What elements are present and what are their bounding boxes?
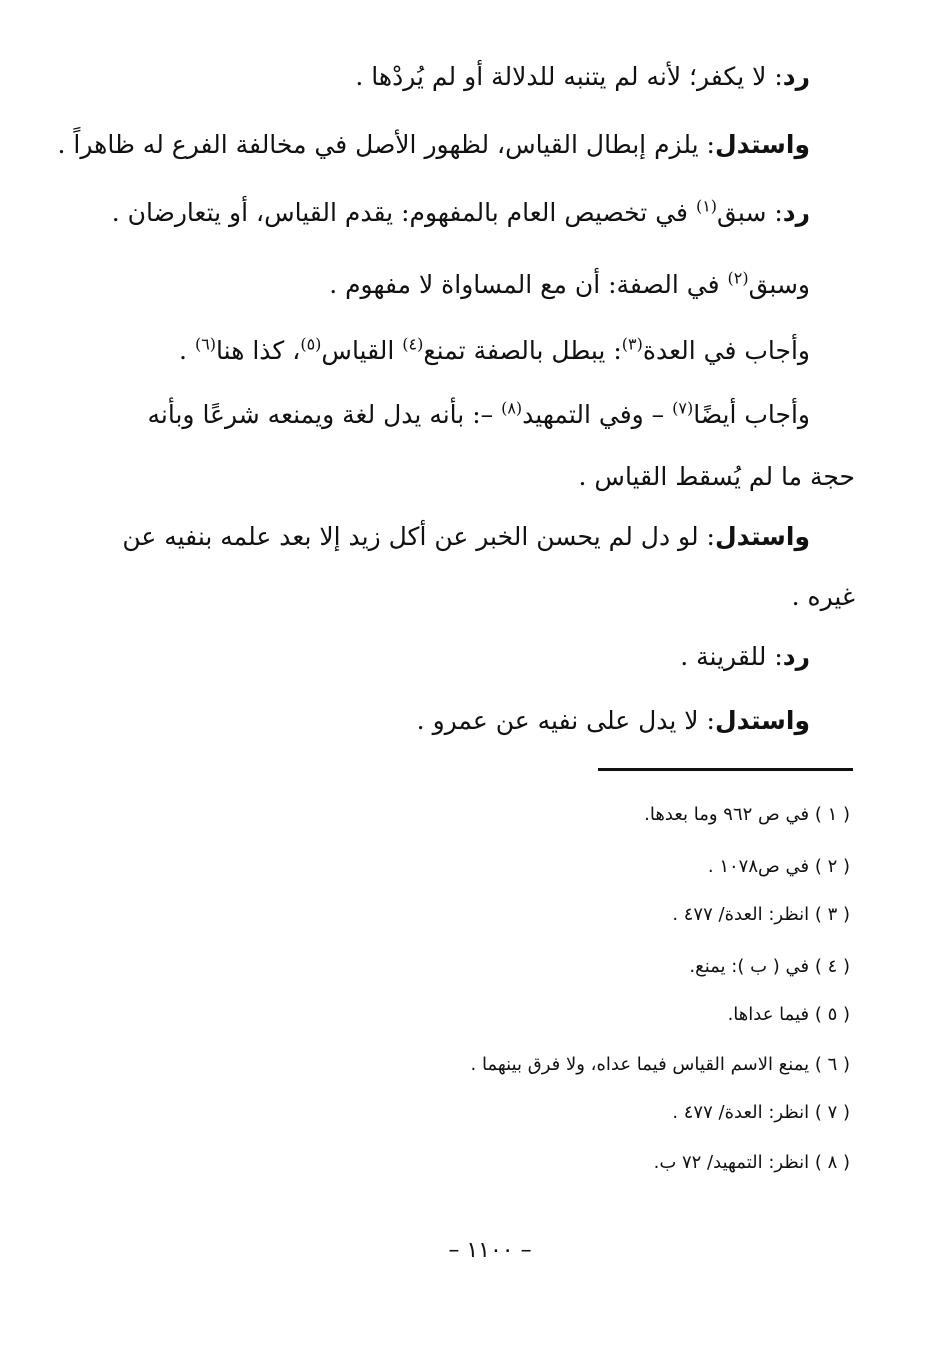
paragraph-9-text: : لا يدل على نفيه عن عمرو . [416, 706, 715, 735]
footnote-4: ( ٤ ) في ( ب ): يمنع. [689, 956, 850, 977]
paragraph-6-text-a: وأجاب أيضًا [693, 400, 810, 429]
footnote-ref-6[interactable]: (٦) [194, 334, 217, 354]
paragraph-5-text-a: وأجاب في العدة [642, 336, 810, 365]
paragraph-3 [112, 196, 810, 230]
paragraph-4-text-b: في الصفة: أن مع المساواة لا مفهوم . [329, 270, 728, 299]
paragraph-5 [179, 334, 810, 368]
footnote-ref-7[interactable]: (٧) [672, 398, 694, 418]
paragraph-5-text-b: : يبطل بالصفة تمنع [423, 336, 622, 365]
footnote-1: ( ١ ) في ص ٩٦٢ وما بعدها. [644, 804, 850, 825]
footnote-ref-5[interactable]: (٥) [300, 334, 322, 354]
paragraph-1 [355, 60, 810, 94]
paragraph-7-text: : لو دل لم يحسن الخبر عن أكل زيد إلا بعد علمه بنفيه عن [122, 522, 715, 551]
paragraph-6-line-1 [147, 398, 810, 432]
paragraph-2 [58, 128, 810, 162]
page-number: – ١١٠٠ – [448, 1238, 532, 1263]
footnote-divider [598, 768, 853, 771]
paragraph-6-line-2: حجة ما لم يُسقط القياس . [578, 462, 855, 491]
keyword-radd: رد [782, 642, 810, 671]
footnote-5: ( ٥ ) فيما عداها. [727, 1004, 850, 1025]
paragraph-6-text-b: – وفي التمهيد [522, 400, 673, 429]
paragraph-6-text-c: –: بأنه يدل لغة ويمنعه شرعًا وبأنه [147, 400, 502, 429]
paragraph-9 [417, 704, 810, 738]
footnote-ref-3[interactable]: (٣) [621, 334, 643, 354]
paragraph-7-line-1 [122, 520, 810, 554]
paragraph-2-text: : يلزم إبطال القياس، لظهور الأصل في مخالفة الفرع له ظاهراً . [57, 130, 715, 159]
footnote-3: ( ٣ ) انظر: العدة/ ٤٧٧ . [672, 904, 850, 925]
paragraph-8-text: : للقرينة . [680, 642, 783, 671]
footnote-ref-2[interactable]: (٢) [727, 268, 749, 288]
footnote-7: ( ٧ ) انظر: العدة/ ٤٧٧ . [672, 1102, 850, 1123]
footnote-ref-4[interactable]: (٤) [402, 334, 424, 354]
paragraph-7-line-2: غيره . [791, 582, 855, 611]
footnote-2: ( ٢ ) في ص١٠٧٨ . [707, 856, 850, 877]
paragraph-4 [329, 268, 810, 302]
paragraph-8 [680, 640, 810, 674]
paragraph-3-text-a: : سبق [717, 198, 783, 227]
footnote-ref-8[interactable]: (٨) [501, 398, 523, 418]
paragraph-1-text: : لا يكفر؛ لأنه لم يتنبه للدلالة أو لم يُردْها . [355, 62, 783, 91]
keyword-radd: رد [782, 198, 810, 227]
footnote-6: ( ٦ ) يمنع الاسم القياس فيما عداه، ولا فرق بينهما . [470, 1054, 850, 1075]
paragraph-3-text-b: في تخصيص العام بالمفهوم: يقدم القياس، أو يتعارضان . [111, 198, 696, 227]
paragraph-5-text-d: ، كذا هنا [216, 336, 301, 365]
keyword-istadalla: واستدل [714, 130, 810, 159]
keyword-istadalla: واستدل [714, 706, 810, 735]
footnote-ref-1[interactable]: (١) [695, 196, 718, 216]
paragraph-5-text-c: القياس [321, 336, 403, 365]
paragraph-5-text-e: . [179, 336, 195, 365]
keyword-radd: رد [782, 62, 810, 91]
paragraph-4-text-a: وسبق [748, 270, 810, 299]
keyword-istadalla: واستدل [714, 522, 810, 551]
footnote-8: ( ٨ ) انظر: التمهيد/ ٧٢ ب. [653, 1152, 850, 1173]
